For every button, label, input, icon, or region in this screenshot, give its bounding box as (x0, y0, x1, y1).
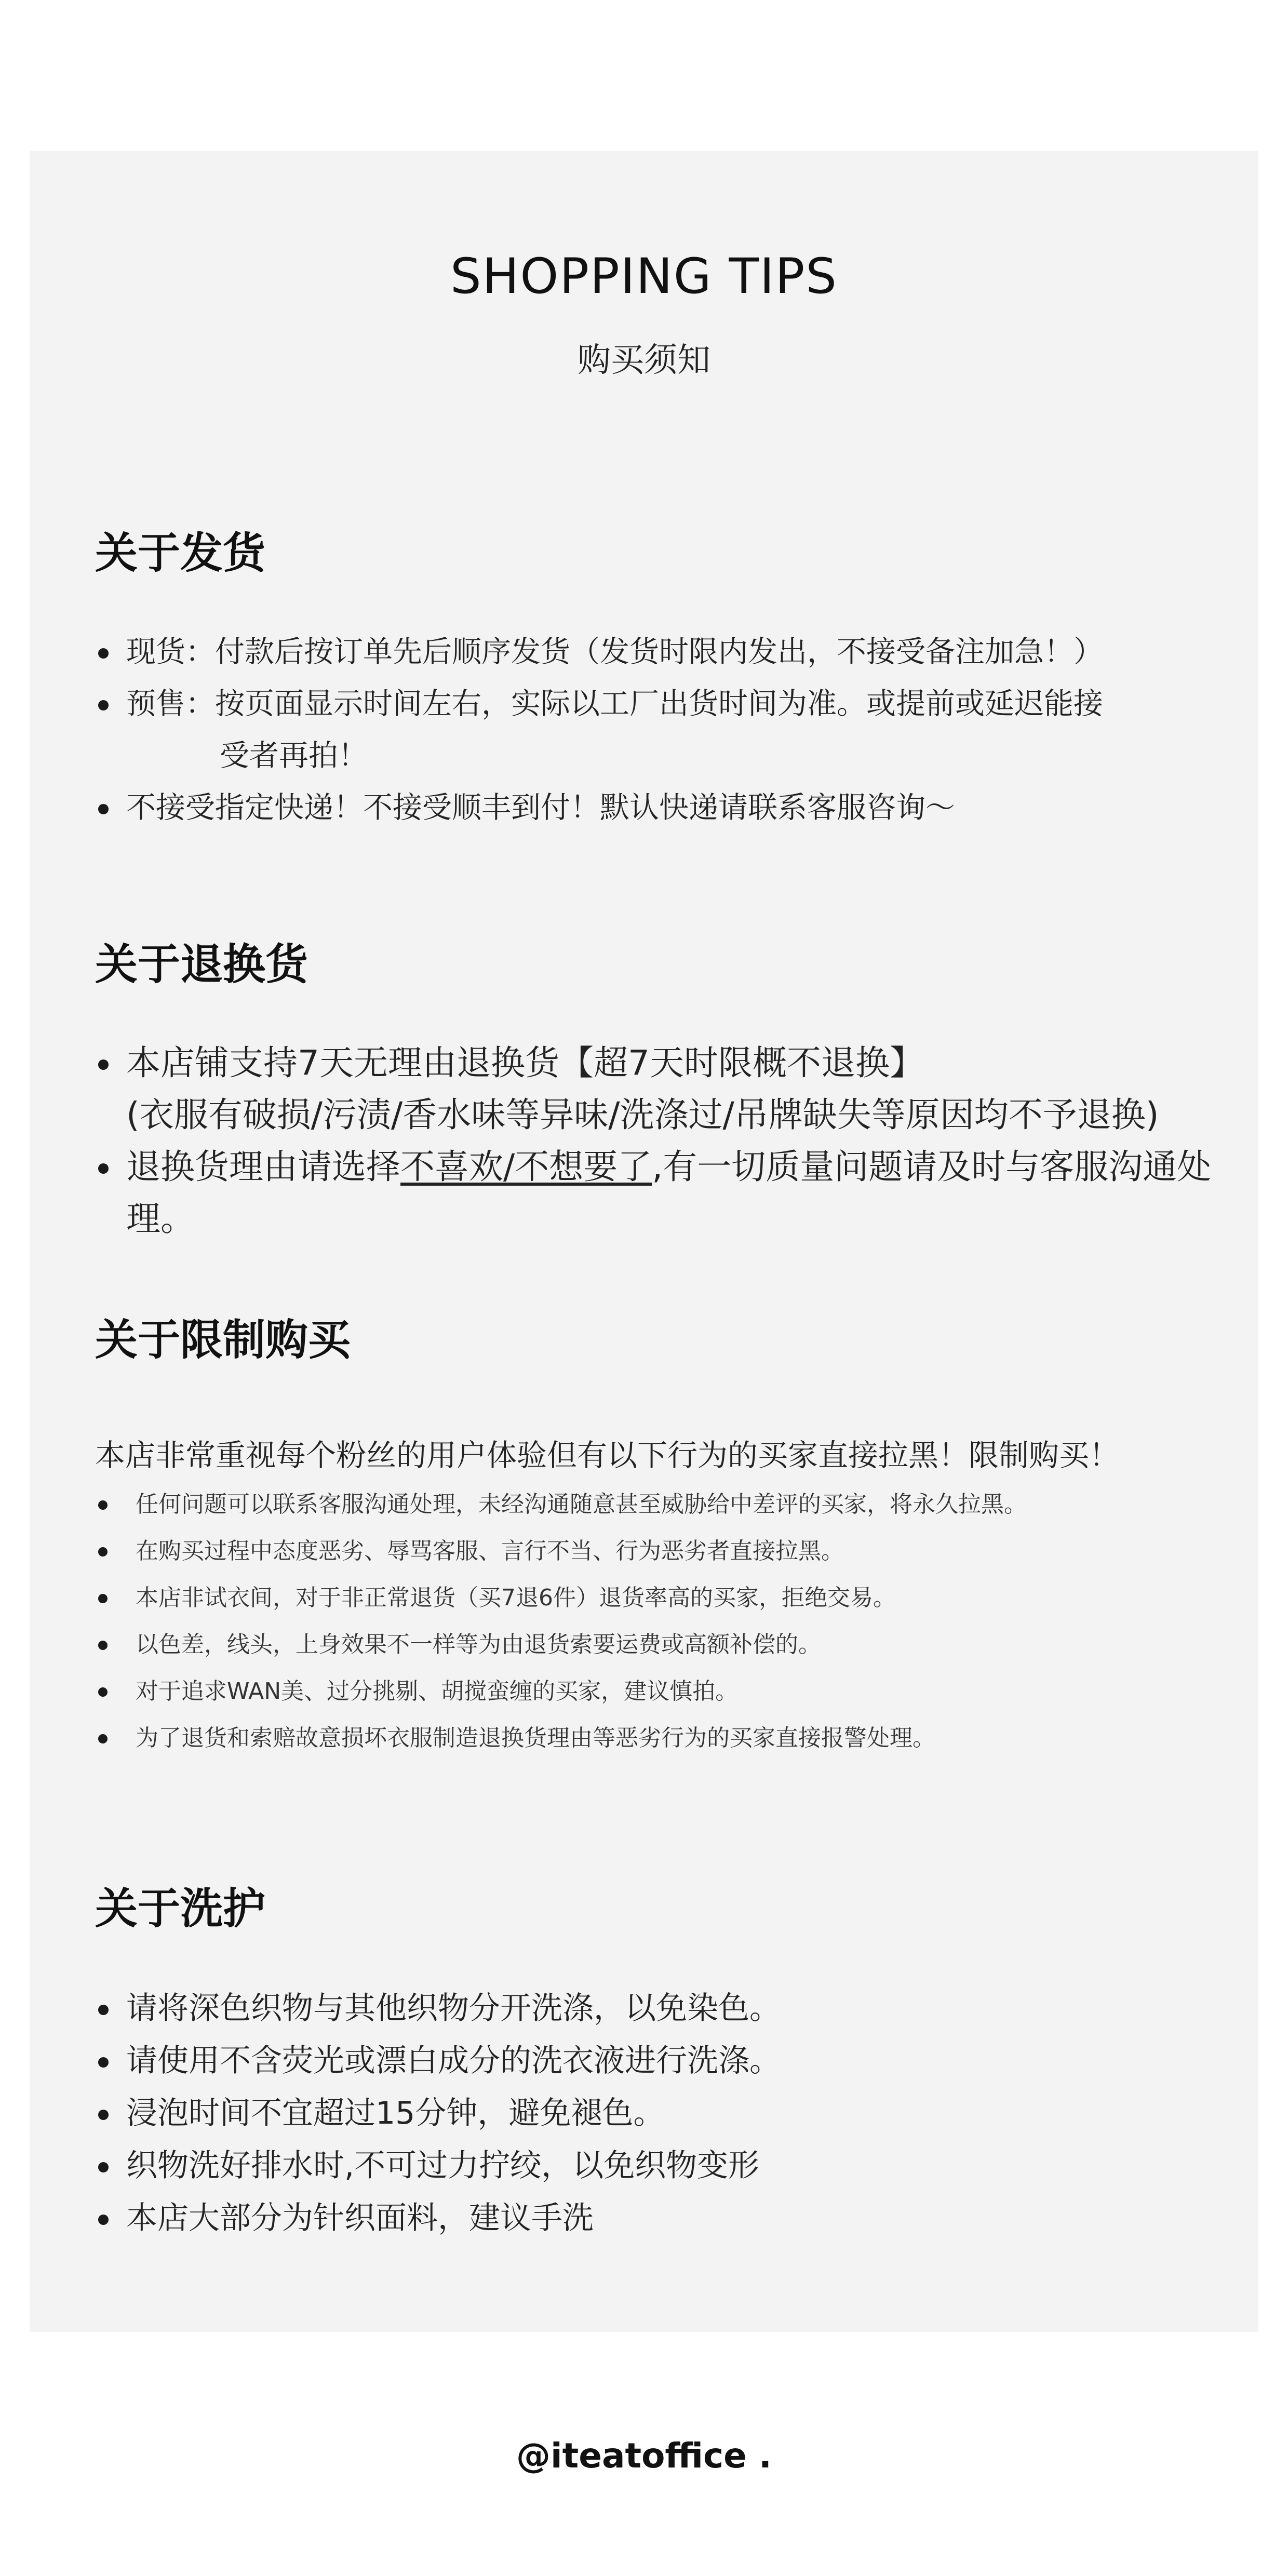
care-title: 关于洗护 (95, 1884, 266, 1934)
underlined-reason: 不喜欢/不想要了 (400, 1147, 652, 1187)
list-item: 请将深色织物与其他织物分开洗涤，以免染色。 (95, 1982, 1227, 2035)
care-section (95, 1875, 1227, 2245)
list-item: 不接受指定快递！不接受顺丰到付！默认快递请联系客服咨询～ (95, 782, 1227, 834)
list-item: 本店非试衣间，对于非正常退货（买7退6件）退货率高的买家，拒绝交易。 (95, 1575, 1227, 1621)
shipping-title: 关于发货 (95, 529, 266, 578)
list-item: 现货：付款后按订单先后顺序发货（发货时限内发出，不接受备注加急！） (95, 626, 1227, 678)
returns-title: 关于退换货 (95, 940, 308, 989)
shipping-list (95, 626, 1227, 834)
list-item: 退换货理由请选择不喜欢/不想要了,有一切质量问题请及时与客服沟通处理。 (95, 1141, 1227, 1245)
restrict-title: 关于限制购买 (95, 1316, 351, 1365)
list-item: 请使用不含荧光或漂白成分的洗衣液进行洗涤。 (95, 2035, 1227, 2087)
shipping-section (95, 519, 1227, 834)
returns-list (95, 1037, 1227, 1245)
list-item: 浸泡时间不宜超过15分钟，避免褪色。 (95, 2087, 1227, 2140)
list-item: 本店大部分为针织面料，建议手洗 (95, 2192, 1227, 2245)
list-item: 在购买过程中态度恶劣、辱骂客服、言行不当、行为恶劣者直接拉黑。 (95, 1528, 1227, 1575)
list-item: 为了退货和索赔故意损坏衣服制造退换货理由等恶劣行为的买家直接报警处理。 (95, 1715, 1227, 1762)
list-item: 预售：按页面显示时间左右，实际以工厂出货时间为准。或提前或延迟能接 受者再拍！ (95, 678, 1227, 782)
restrict-section (95, 1306, 1227, 1762)
list-item: 对于追求WAN美、过分挑剔、胡搅蛮缠的买家，建议慎拍。 (95, 1668, 1227, 1715)
list-item: 任何问题可以联系客服沟通处理，未经沟通随意甚至威胁给中差评的买家，将永久拉黑。 (95, 1481, 1227, 1528)
care-list (95, 1982, 1227, 2245)
page-title-cn: 购买须知 (578, 341, 710, 380)
page-title-en: SHOPPING TIPS (450, 248, 838, 305)
returns-section (95, 931, 1227, 1245)
list-item: 本店铺支持7天无理由退换货【超7天时限概不退换】 (衣服有破损/污渍/香水味等异味/洗涤过/吊牌缺失等原因均不予退换) (95, 1037, 1227, 1141)
list-item: 以色差，线头，上身效果不一样等为由退货索要运费或高额补偿的。 (95, 1621, 1227, 1668)
restrict-list (95, 1481, 1227, 1762)
restrict-intro: 本店非常重视每个粉丝的用户体验但有以下行为的买家直接拉黑！限制购买！ (95, 1438, 1120, 1473)
list-item: 织物洗好排水时,不可过力拧绞，以免织物变形 (95, 2140, 1227, 2192)
footer-handle: @iteatoffice . (516, 2436, 772, 2476)
